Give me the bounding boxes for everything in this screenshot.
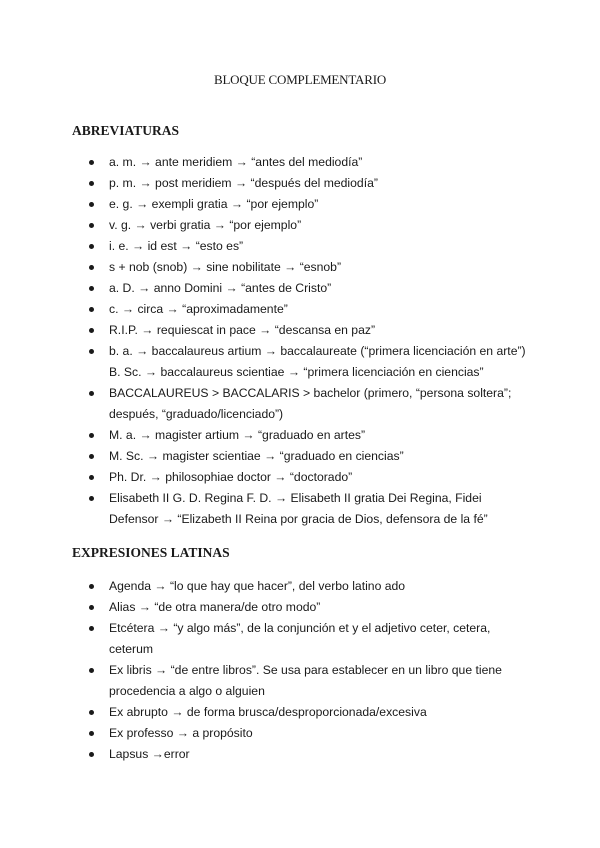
list-item: Ex libris → “de entre libros”. Se usa para establecer en un libro que tiene procedencia a algo o alguien xyxy=(72,660,532,702)
list-item: Ex abrupto → de forma brusca/desproporcionada/excesiva xyxy=(72,702,532,723)
list-item: Agenda → “lo que hay que hacer”, del verbo latino ado xyxy=(72,576,532,597)
abreviaturas-list xyxy=(72,152,532,530)
bullet-icon xyxy=(89,307,94,312)
bullet-icon xyxy=(89,710,94,715)
list-item: M. a. → magister artium → “graduado en artes” xyxy=(72,425,532,446)
bullet-icon xyxy=(89,668,94,673)
bullet-icon xyxy=(89,584,94,589)
bullet-icon xyxy=(89,391,94,396)
bullet-icon xyxy=(89,731,94,736)
bullet-icon xyxy=(89,454,94,459)
list-item: a. m. → ante meridiem → “antes del mediodía” xyxy=(72,152,532,173)
list-item: Alias → “de otra manera/de otro modo” xyxy=(72,597,532,618)
list-item: e. g. → exempli gratia → “por ejemplo” xyxy=(72,194,532,215)
bullet-icon xyxy=(89,181,94,186)
list-item: BACCALAUREUS > BACCALARIS > bachelor (primero, “persona soltera”; después, “graduado/licenciado”) xyxy=(72,383,532,425)
list-item: b. a. → baccalaureus artium → baccalaureate (“primera licenciación en arte”) B. Sc. → baccalaureus scientiae → “primera licenciación en ciencias” xyxy=(72,341,532,383)
page-title: BLOQUE COMPLEMENTARIO xyxy=(213,72,387,87)
bullet-icon xyxy=(89,328,94,333)
bullet-icon xyxy=(89,626,94,631)
bullet-icon xyxy=(89,202,94,207)
expresiones-latinas-list xyxy=(72,576,532,765)
list-item: Lapsus →error xyxy=(72,744,532,765)
list-item: Ex professo → a propósito xyxy=(72,723,532,744)
bullet-icon xyxy=(89,496,94,501)
bullet-icon xyxy=(89,605,94,610)
section-heading-abreviaturas: ABREVIATURAS xyxy=(72,123,180,138)
list-item: i. e. → id est → “esto es” xyxy=(72,236,532,257)
list-item: c. → circa → “aproximadamente” xyxy=(72,299,532,320)
list-item: v. g. → verbi gratia → “por ejemplo” xyxy=(72,215,532,236)
bullet-icon xyxy=(89,475,94,480)
list-item: p. m. → post meridiem → “después del mediodía” xyxy=(72,173,532,194)
bullet-icon xyxy=(89,244,94,249)
list-item: R.I.P. → requiescat in pace → “descansa en paz” xyxy=(72,320,532,341)
bullet-icon xyxy=(89,286,94,291)
bullet-icon xyxy=(89,349,94,354)
bullet-icon xyxy=(89,752,94,757)
list-item: M. Sc. → magister scientiae → “graduado en ciencias” xyxy=(72,446,532,467)
list-item: s + nob (snob) → sine nobilitate → “esnob” xyxy=(72,257,532,278)
list-item: Etcétera → “y algo más”, de la conjunción et y el adjetivo ceter, cetera, ceterum xyxy=(72,618,532,660)
bullet-icon xyxy=(89,223,94,228)
list-item: a. D. → anno Domini → “antes de Cristo” xyxy=(72,278,532,299)
bullet-icon xyxy=(89,160,94,165)
list-item: Ph. Dr. → philosophiae doctor → “doctorado” xyxy=(72,467,532,488)
bullet-icon xyxy=(89,433,94,438)
bullet-icon xyxy=(89,265,94,270)
section-heading-expresiones-latinas: EXPRESIONES LATINAS xyxy=(72,545,230,560)
list-item: Elisabeth II G. D. Regina F. D. → Elisabeth II gratia Dei Regina, Fidei Defensor → “Elizabeth II Reina por gracia de Dios, defensora de la fé” xyxy=(72,488,532,530)
